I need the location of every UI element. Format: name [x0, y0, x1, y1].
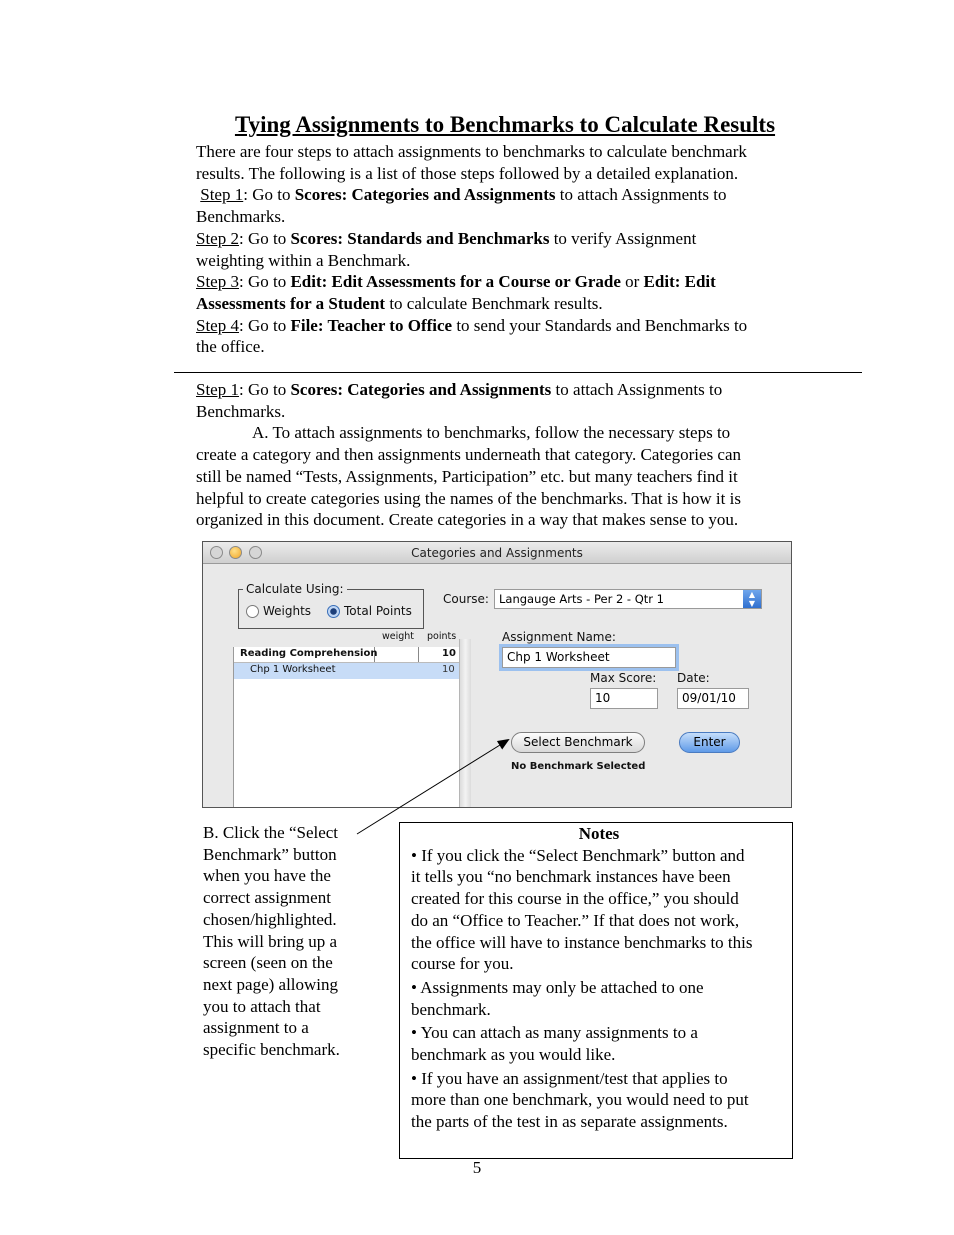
assignment-list[interactable]: [233, 647, 461, 808]
part-b-line: screen (seen on the: [203, 953, 333, 973]
step-1-line: Step 1: Go to Scores: Categories and Assignments to attach Assignments to: [200, 185, 727, 205]
intro-section: [196, 141, 816, 358]
part-b-line: you to attach that: [203, 996, 321, 1016]
part-b-text: [203, 822, 363, 1061]
calculate-using-label: Calculate Using:: [243, 582, 347, 596]
para-a-line: helpful to create categories using the names of the benchmarks. That is how it is: [196, 488, 741, 508]
para-a-line: organized in this document. Create categories in a way that makes sense to you.: [196, 510, 739, 530]
window-titlebar: [203, 542, 791, 564]
assignment-row[interactable]: [234, 663, 462, 679]
total-points-radio[interactable]: [327, 605, 340, 618]
weight-column-header: weight: [382, 631, 415, 642]
part-b-line: correct assignment: [203, 888, 331, 908]
step-2-line-cont: weighting within a Benchmark.: [196, 250, 411, 270]
note-item: • If you have an assignment/test that applies to more than one benchmark, you would need to put the parts of the test in as separate assignments.: [411, 1068, 749, 1132]
course-label: Course:: [443, 592, 489, 606]
step-label: Step 3: [196, 272, 239, 292]
part-b-line: next page) allowing: [203, 974, 339, 994]
note-item: • Assignments may only be attached to one benchmark.: [411, 977, 704, 1019]
step-label: Step 1: [200, 185, 244, 205]
intro-line: results. The following is a list of those steps followed by a detailed explanation.: [196, 163, 739, 183]
part-b-line: assignment to a: [203, 1018, 309, 1038]
step-label: Step 4: [196, 315, 239, 335]
page-title: Tying Assignments to Benchmarks to Calculate Results: [234, 112, 776, 137]
select-arrows-icon: ▲ ▼: [743, 590, 761, 608]
step-3-line-cont: Assessments for a Student to calculate Benchmark results.: [196, 293, 603, 313]
max-score-label: Max Score:: [590, 671, 657, 685]
weights-radio[interactable]: [246, 605, 259, 618]
part-b-line: chosen/highlighted.: [203, 909, 337, 929]
assignment-name-input[interactable]: Chp 1 Worksheet: [502, 647, 676, 668]
part-b-line: B. Click the “Select: [203, 823, 339, 842]
page-number: 5: [472, 1158, 482, 1177]
step-label: Step 1: [196, 380, 239, 399]
categories-assignments-window: [202, 541, 792, 808]
step-1-line-cont: Benchmarks.: [196, 207, 286, 227]
date-label: Date:: [677, 671, 710, 685]
step-1-detail-line-cont: Benchmarks.: [196, 401, 286, 421]
no-benchmark-status: No Benchmark Selected: [511, 761, 646, 772]
assignment-name-label: Assignment Name:: [502, 630, 616, 644]
note-item: • If you click the “Select Benchmark” button and it tells you “no benchmark instances have been created for this course in the office,” you should do an “Office to Teacher.” If that does not work, the office will have to instance benchmarks to this course for you.: [411, 845, 753, 974]
step-1-detail: [196, 379, 816, 531]
part-b-line: This will bring up a: [203, 931, 338, 951]
notes-box: [399, 822, 793, 1159]
select-benchmark-button[interactable]: Select Benchmark: [511, 732, 645, 753]
para-a-line: still be named “Tests, Assignments, Participation” etc. but many teachers find it: [196, 466, 738, 486]
points-column-header: points: [427, 631, 457, 642]
part-b-line: Benchmark” button: [203, 844, 337, 864]
list-scrollbar[interactable]: [459, 639, 471, 808]
date-input[interactable]: 09/01/10: [677, 688, 749, 709]
para-a-line: create a category and then assignments underneath that category. Categories can: [196, 445, 742, 465]
notes-heading: Notes: [578, 824, 620, 843]
step-3-line: Step 3: Go to Edit: Edit Assessments for a Course or Grade or Edit: Edit: [196, 272, 716, 292]
note-item: • You can attach as many assignments to a benchmark as you would like.: [411, 1023, 698, 1065]
step-4-line: Step 4: Go to File: Teacher to Office to send your Standards and Benchmarks to: [196, 315, 748, 335]
horizontal-rule: [174, 372, 862, 373]
step-1-detail-line: Step 1: Go to Scores: Categories and Assignments to attach Assignments to: [196, 380, 723, 399]
assignment-row-name: Chp 1 Worksheet: [250, 664, 336, 675]
category-name: Reading Comprehension: [240, 648, 378, 659]
category-row[interactable]: [234, 647, 462, 663]
intro-line: There are four steps to attach assignments to benchmarks to calculate benchmark: [196, 142, 747, 161]
total-points-label: Total Points: [344, 604, 412, 618]
max-score-input[interactable]: 10: [590, 688, 658, 709]
course-select[interactable]: [494, 589, 762, 609]
weights-label: Weights: [263, 604, 312, 618]
part-b-line: when you have the: [203, 866, 331, 886]
para-a-line: A. To attach assignments to benchmarks, follow the necessary steps to: [252, 423, 731, 443]
enter-button[interactable]: Enter: [679, 732, 740, 753]
course-value: Langauge Arts - Per 2 - Qtr 1: [499, 592, 664, 606]
step-2-line: Step 2: Go to Scores: Standards and Benchmarks to verify Assignment: [196, 228, 697, 248]
step-4-line-cont: the office.: [196, 337, 265, 357]
window-title: Categories and Assignments: [411, 546, 583, 560]
category-points: 10: [442, 648, 456, 659]
part-b-line: specific benchmark.: [203, 1040, 340, 1060]
step-label: Step 2: [196, 228, 239, 248]
assignment-row-points: 10: [442, 664, 455, 675]
